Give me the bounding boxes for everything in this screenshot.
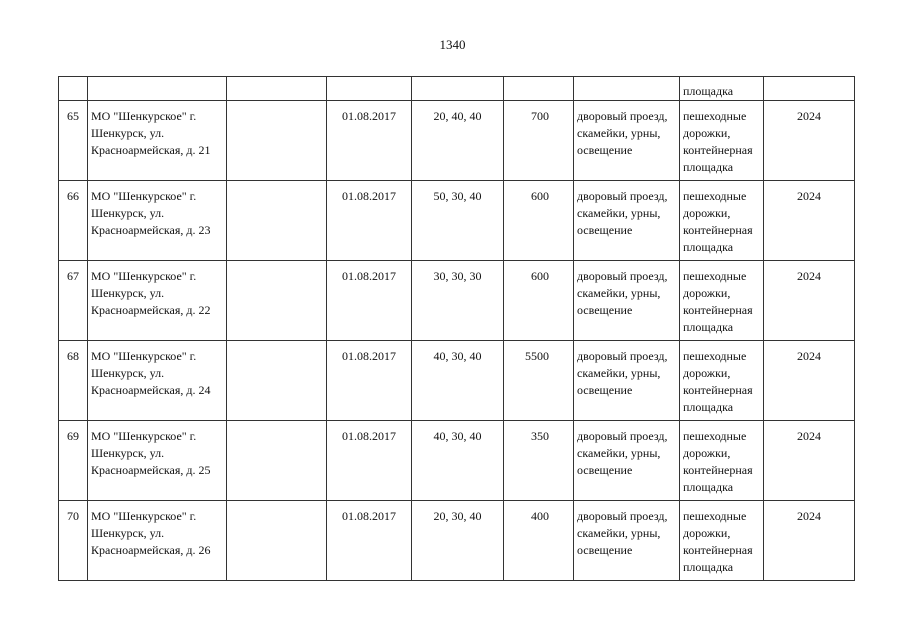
cell-extra: площадка bbox=[680, 77, 764, 101]
cell-date: 01.08.2017 bbox=[327, 261, 412, 341]
cell-area: 5500 bbox=[504, 341, 574, 421]
table-row bbox=[59, 341, 855, 421]
cell-extra: пешеходные дорожки, контейнерная площадка bbox=[680, 421, 764, 501]
cell-extra: пешеходные дорожки, контейнерная площадка bbox=[680, 261, 764, 341]
cell-empty bbox=[227, 101, 327, 181]
improvement-table bbox=[58, 76, 855, 581]
cell-address: МО "Шенкурское" г. Шенкурск, ул. Красноармейская, д. 23 bbox=[88, 181, 227, 261]
cell-address: МО "Шенкурское" г. Шенкурск, ул. Красноармейская, д. 24 bbox=[88, 341, 227, 421]
cell-area: 700 bbox=[504, 101, 574, 181]
cell-year: 2024 bbox=[764, 341, 855, 421]
table-row bbox=[59, 261, 855, 341]
page-number: 1340 bbox=[439, 37, 466, 52]
cell-year: 2024 bbox=[764, 501, 855, 581]
cell-address: МО "Шенкурское" г. Шенкурск, ул. Красноармейская, д. 21 bbox=[88, 101, 227, 181]
cell-extra: пешеходные дорожки, контейнерная площадка bbox=[680, 101, 764, 181]
cell-date: 01.08.2017 bbox=[327, 421, 412, 501]
table-row bbox=[59, 421, 855, 501]
cell-num: 70 bbox=[59, 501, 88, 581]
table-row bbox=[59, 501, 855, 581]
cell-works bbox=[574, 77, 680, 101]
table-row bbox=[59, 181, 855, 261]
cell-dims: 20, 40, 40 bbox=[412, 101, 504, 181]
cell-empty bbox=[227, 181, 327, 261]
continuation-row bbox=[59, 77, 855, 101]
cell-date: 01.08.2017 bbox=[327, 501, 412, 581]
cell-num bbox=[59, 77, 88, 101]
cell-works: дворовый проезд, скамейки, урны, освещение bbox=[574, 421, 680, 501]
cell-year: 2024 bbox=[764, 101, 855, 181]
cell-date: 01.08.2017 bbox=[327, 341, 412, 421]
cell-dims: 30, 30, 30 bbox=[412, 261, 504, 341]
cell-empty bbox=[227, 261, 327, 341]
cell-empty bbox=[227, 421, 327, 501]
cell-address bbox=[88, 77, 227, 101]
table-row bbox=[59, 101, 855, 181]
cell-extra: пешеходные дорожки, контейнерная площадка bbox=[680, 501, 764, 581]
cell-works: дворовый проезд, скамейки, урны, освещение bbox=[574, 101, 680, 181]
cell-empty bbox=[227, 501, 327, 581]
cell-area: 400 bbox=[504, 501, 574, 581]
cell-num: 68 bbox=[59, 341, 88, 421]
table-body bbox=[59, 77, 855, 581]
cell-year: 2024 bbox=[764, 181, 855, 261]
cell-num: 65 bbox=[59, 101, 88, 181]
cell-date: 01.08.2017 bbox=[327, 101, 412, 181]
cell-empty bbox=[227, 341, 327, 421]
cell-num: 66 bbox=[59, 181, 88, 261]
cell-year bbox=[764, 77, 855, 101]
cell-extra: пешеходные дорожки, контейнерная площадка bbox=[680, 341, 764, 421]
cell-num: 67 bbox=[59, 261, 88, 341]
cell-area: 600 bbox=[504, 261, 574, 341]
cell-works: дворовый проезд, скамейки, урны, освещение bbox=[574, 341, 680, 421]
cell-year: 2024 bbox=[764, 421, 855, 501]
cell-works: дворовый проезд, скамейки, урны, освещение bbox=[574, 501, 680, 581]
cell-area: 600 bbox=[504, 181, 574, 261]
cell-address: МО "Шенкурское" г. Шенкурск, ул. Красноармейская, д. 22 bbox=[88, 261, 227, 341]
cell-dims bbox=[412, 77, 504, 101]
cell-works: дворовый проезд, скамейки, урны, освещение bbox=[574, 261, 680, 341]
cell-address: МО "Шенкурское" г. Шенкурск, ул. Красноармейская, д. 25 bbox=[88, 421, 227, 501]
cell-dims: 20, 30, 40 bbox=[412, 501, 504, 581]
cell-address: МО "Шенкурское" г. Шенкурск, ул. Красноармейская, д. 26 bbox=[88, 501, 227, 581]
cell-year: 2024 bbox=[764, 261, 855, 341]
cell-date bbox=[327, 77, 412, 101]
cell-works: дворовый проезд, скамейки, урны, освещение bbox=[574, 181, 680, 261]
cell-dims: 40, 30, 40 bbox=[412, 421, 504, 501]
cell-date: 01.08.2017 bbox=[327, 181, 412, 261]
cell-num: 69 bbox=[59, 421, 88, 501]
cell-area: 350 bbox=[504, 421, 574, 501]
cell-area bbox=[504, 77, 574, 101]
cell-dims: 40, 30, 40 bbox=[412, 341, 504, 421]
cell-dims: 50, 30, 40 bbox=[412, 181, 504, 261]
cell-extra: пешеходные дорожки, контейнерная площадка bbox=[680, 181, 764, 261]
cell-empty bbox=[227, 77, 327, 101]
